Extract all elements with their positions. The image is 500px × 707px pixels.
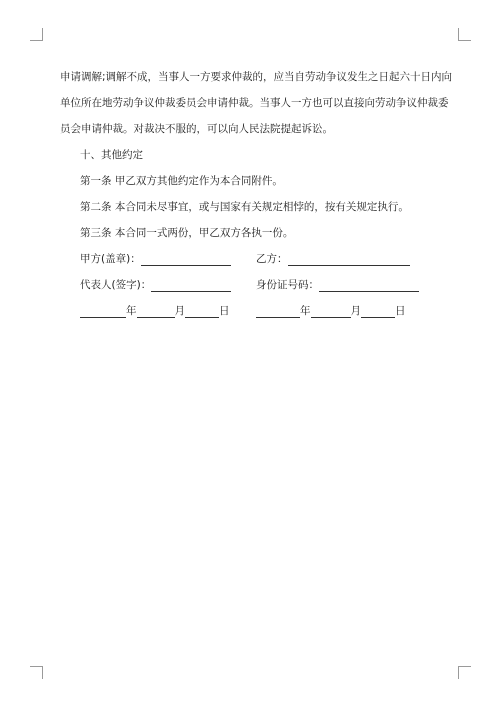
year-blank bbox=[80, 305, 126, 318]
representative-signature bbox=[80, 278, 231, 292]
body-line-3: 员会申请仲裁。对裁决不服的，可以向人民法院提起诉讼。 bbox=[60, 123, 333, 135]
party-a-date bbox=[80, 304, 230, 318]
party-a-label: 甲方(盖章)： bbox=[80, 253, 141, 265]
year-label: 年 bbox=[300, 305, 311, 317]
id-number-field bbox=[256, 278, 419, 292]
day-label: 日 bbox=[219, 305, 230, 317]
month-label: 月 bbox=[350, 305, 361, 317]
party-b-signature bbox=[256, 252, 410, 266]
representative-blank bbox=[151, 279, 231, 292]
body-line-2: 单位所在地劳动争议仲裁委员会申请仲裁。当事人一方也可以直接向劳动争议仲裁委 bbox=[60, 97, 449, 109]
day-blank bbox=[361, 305, 395, 318]
party-b-date bbox=[256, 304, 406, 318]
article-1: 第一条 甲乙双方其他约定作为本合同附件。 bbox=[80, 175, 283, 187]
party-a-signature bbox=[80, 252, 231, 266]
crop-mark-top-left bbox=[30, 28, 43, 41]
id-number-label: 身份证号码： bbox=[256, 279, 319, 291]
day-blank bbox=[185, 305, 219, 318]
party-b-blank bbox=[288, 253, 410, 266]
month-blank bbox=[137, 305, 175, 318]
crop-mark-top-right bbox=[458, 28, 471, 41]
year-label: 年 bbox=[126, 305, 137, 317]
year-blank bbox=[256, 305, 300, 318]
party-b-label: 乙方： bbox=[256, 253, 288, 265]
article-3: 第三条 本合同一式两份，甲乙双方各执一份。 bbox=[80, 227, 294, 239]
id-number-blank bbox=[319, 279, 419, 292]
party-a-blank bbox=[141, 253, 231, 266]
crop-mark-bottom-right bbox=[458, 666, 471, 679]
section-title: 十、其他约定 bbox=[80, 149, 143, 161]
body-line-1: 申请调解;调解不成，当事人一方要求仲裁的，应当自劳动争议发生之日起六十日内向 bbox=[60, 71, 453, 83]
day-label: 日 bbox=[395, 305, 406, 317]
article-2: 第二条 本合同未尽事宜，或与国家有关规定相悖的，按有关规定执行。 bbox=[80, 201, 409, 213]
month-label: 月 bbox=[174, 305, 185, 317]
month-blank bbox=[311, 305, 351, 318]
representative-label: 代表人(签字)： bbox=[80, 279, 152, 291]
crop-mark-bottom-left bbox=[30, 666, 43, 679]
